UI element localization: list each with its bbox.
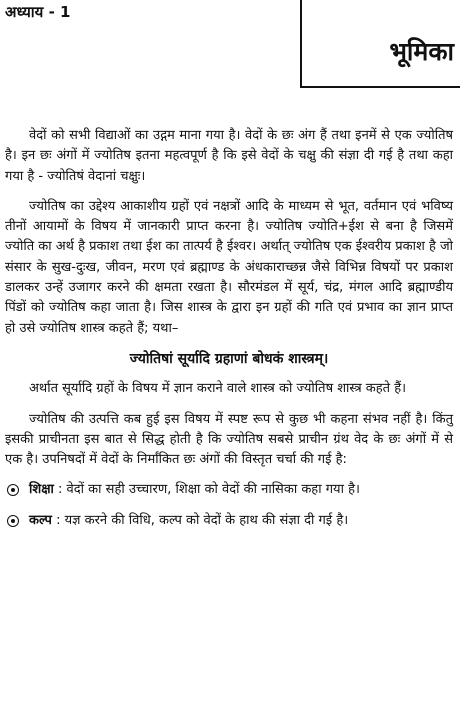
list-item-term: कल्प xyxy=(29,512,52,528)
sanskrit-verse: ज्योतिषां सूर्यादि ग्रहाणां बोधकं शास्त्रम्। xyxy=(129,350,329,367)
circle-bullet-icon xyxy=(7,484,19,496)
paragraph-vedas: वेदों को सभी विद्याओं का उद्गम माना गया है। वेदों के छः अंग हैं तथा इनमें से एक ज्योतिष है। इन छः अंगों में ज्योतिष इतना महत्वपूर्ण है कि इसे वेदों के चक्षु की संज्ञा दी गई है तथा कहा गया है - ज्योतिषं वेदानां चक्षुः। xyxy=(5,128,453,184)
list-item-kalp xyxy=(5,511,453,531)
chapter-title: भूमिका xyxy=(389,37,454,66)
list-item-text: : यज्ञ करने की विधि, कल्प को वेदों के हाथ की संज्ञा दी गई है। xyxy=(51,512,349,528)
circle-bullet-icon xyxy=(7,515,19,527)
chapter-label: अध्याय - 1 xyxy=(5,3,71,21)
list-item-shiksha xyxy=(5,480,453,500)
list-item-text: : वेदों का सही उच्चारण, शिक्षा को वेदों की नासिका कहा गया है। xyxy=(53,482,360,498)
list-item-term: शिक्षा xyxy=(29,482,54,498)
page-body xyxy=(5,126,453,541)
paragraph-origin: ज्योतिष की उत्पत्ति कब हुई इस विषय में स्पष्ट रूप से कुछ भी कहना संभव नहीं है। किंतु इसकी प्राचीनता इस बात से सिद्ध होती है कि ज्योतिष सबसे प्राचीन ग्रंथ वेद के छः अंगों में से एक है। उपनिषदों में वेदों के निर्मांकित छः अंगों की विस्तृत चर्चा की गई है: xyxy=(5,411,453,468)
paragraph-jyotish-purpose: ज्योतिष का उद्देश्य आकाशीय ग्रहों एवं नक्षत्रों आदि के माध्यम से भूत, वर्तमान एवं भविष्य तीनों आयामों के विषय में जानकारी प्राप्त करना है। ज्योतिष ज्योति+ईश से बना है जिसमें ज्योति का अर्थ है प्रकाश तथा ईश का तात्पर्य है ईश्वर। अर्थात् ज्योतिष एक ईश्वरीय प्रकाश है जो संसार के सुख-दुःख, जीवन, मरण एवं ब्रह्माण्ड के अंधकाराच्छन्न जैसे विभिन्न विषयों पर प्रकाश डालकर उन्हें उजागर करने की क्षमता रखता है। सौरमंडल में सूर्य, चंद्र, मंगल आदि ब्रह्माण्डीय पिंडों को ज्योतिष कहा जाता है। जिस शास्त्र के द्वारा इन ग्रहों की गति एवं प्रभाव का ज्ञान प्राप्त हो उसे ज्योतिष शास्त्र कहते हैं; यथा– xyxy=(5,198,453,336)
header-divider-horizontal xyxy=(300,86,460,88)
header-divider-vertical xyxy=(300,0,302,88)
paragraph-verse-meaning: अर्थात सूर्यादि ग्रहों के विषय में ज्ञान कराने वाले शास्त्र को ज्योतिष शास्त्र कहते हैं। xyxy=(29,381,407,397)
